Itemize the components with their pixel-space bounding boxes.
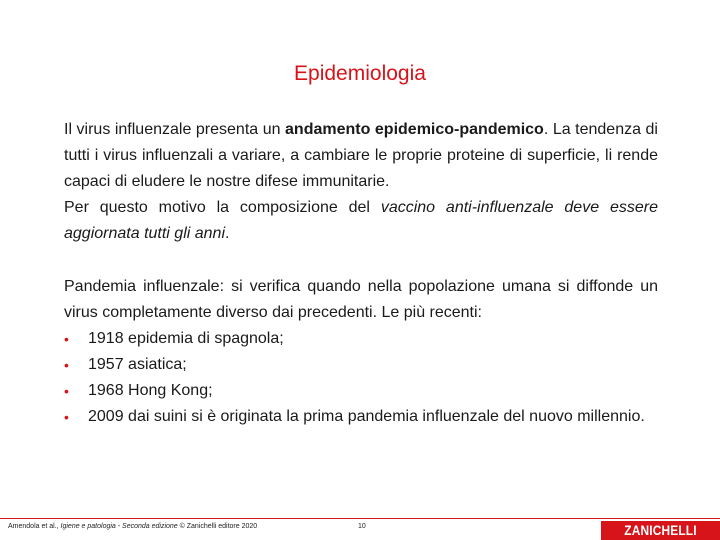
paragraph-text: . La tendenza di tutti i virus influenzali a variare, a cambiare le proprie proteine di superficie, li rende capaci di eludere le nostre difese immunitarie. xyxy=(64,121,658,190)
list-item xyxy=(64,352,658,378)
paragraph-text: Per questo motivo la composizione del xyxy=(64,199,381,216)
slide-title: Epidemiologia xyxy=(294,62,426,85)
citation-publisher: © Zanichelli editore 2020 xyxy=(177,523,258,530)
citation-authors: Amendola et al., xyxy=(8,523,61,530)
bullet-icon: • xyxy=(64,331,69,347)
publisher-logo: ZANICHELLI xyxy=(601,521,720,540)
list-item-text: 1968 Hong Kong; xyxy=(88,382,213,399)
bullet-icon: • xyxy=(64,383,69,399)
italic-phrase: vaccino anti-influenzale deve essere aggiornata tutti gli anni xyxy=(64,199,658,242)
citation-book-title: Igiene e patologia - Seconda edizione xyxy=(60,523,178,530)
list-item-text: 1918 epidemia di spagnola; xyxy=(88,330,284,347)
list-item xyxy=(64,404,658,430)
intro-text xyxy=(64,117,658,247)
bullet-icon: • xyxy=(64,357,69,373)
paragraph-pandemic: Pandemia influenzale: si verifica quando nella popolazione umana si diffonde un virus completamente diverso dai precedenti. Le più recenti: xyxy=(64,278,658,321)
footer-citation xyxy=(8,523,257,530)
paragraph-virus-variation xyxy=(64,117,658,195)
page-number: 10 xyxy=(358,523,366,530)
footer-divider xyxy=(0,518,720,519)
paragraph-text: Il virus influenzale presenta un xyxy=(64,121,286,138)
pandemic-list xyxy=(64,326,658,430)
list-item xyxy=(64,378,658,404)
paragraph-vaccine xyxy=(64,195,658,247)
pandemic-text xyxy=(64,274,658,430)
bullet-icon: • xyxy=(64,409,69,425)
bold-term: andamento epidemico-pandemico xyxy=(285,121,544,138)
list-item-text: 2009 dai suini si è originata la prima pandemia influenzale del nuovo millennio. xyxy=(88,408,645,425)
list-item xyxy=(64,326,658,352)
paragraph-text: . xyxy=(225,225,230,242)
list-item-text: 1957 asiatica; xyxy=(88,356,187,373)
